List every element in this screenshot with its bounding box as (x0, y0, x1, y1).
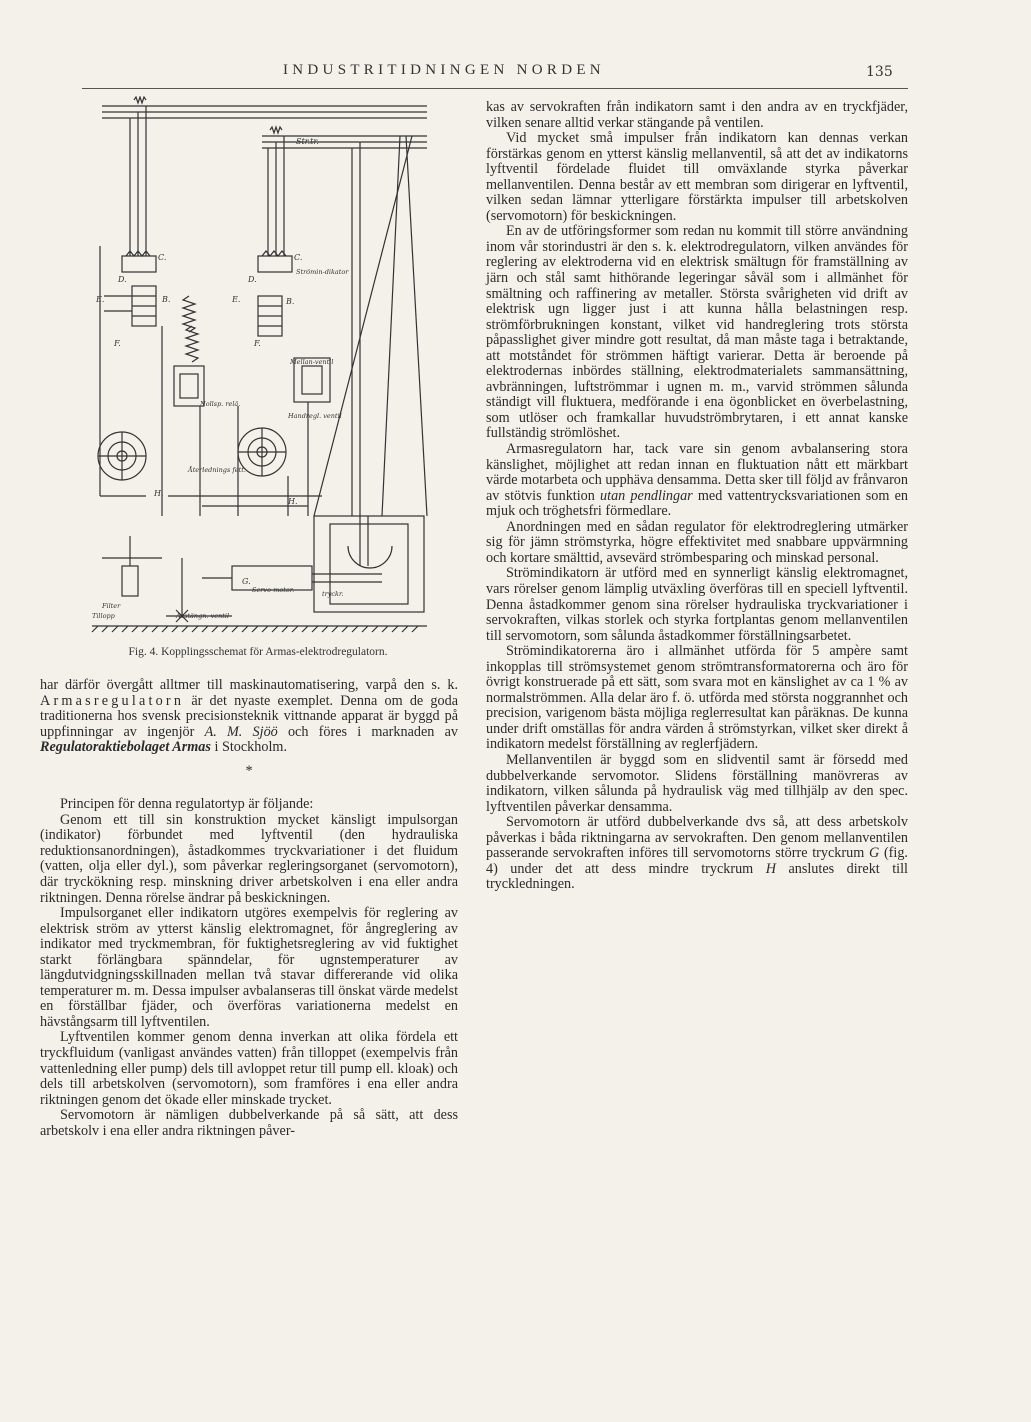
label-servomotor: Servo-motor. (252, 586, 295, 594)
paragraph: Genom ett till sin konstruktion mycket känsligt impulsorgan (indikator) förbundet med lyftventil (den hydrauliska reduktionsanordningen), åstadkommes tryckvariationer i det fluidum (vatten, olja eller dyl.), som påverkar regleringsorganet (servomotorn), där tryckökning resp. minskning driver arbetskolven i ena eller andra riktningen. Denna rörelse ändrar på beskickningen. (40, 811, 458, 906)
paragraph: Armasregulatorn har, tack vare sin genom avbalansering stora känslighet, möjlighet att redan innan en fluktuation nått ett märkbart värde motarbeta och upphäva densamma. Detta sker till följd av frånvaron av stötvis funktion utan pendlingar med vattentrycksvariationen som en mjuk och tröghetsfri förmedlare. (486, 441, 908, 520)
label-avstangn-ventil: Avstängn. ventil (176, 612, 230, 620)
label-atledningsfett: Återlednings fett. (188, 466, 246, 474)
label-str-tr: Str.tr. (296, 137, 319, 146)
label-d-right: D. (248, 275, 257, 284)
paragraph: Anordningen med en sådan regulator för elektrodreglering utmärker sig för jämn strömstyrka, högre effektivitet med snabbare uppvärmning och kortare smälttid, avsevärd strömbesparing och minskad personal. (486, 518, 908, 566)
label-h-right: H. (288, 497, 298, 506)
running-header (0, 62, 1031, 82)
label-strom-indikator: Strömin-dikator (296, 268, 349, 276)
label-c-left: C. (158, 253, 167, 262)
label-d-left: D. (118, 275, 127, 284)
label-f-left: F. (114, 339, 121, 348)
label-e-left: E. (96, 295, 105, 304)
paragraph: En av de utföringsformer som redan nu kommit till större användning inom vår storindustri är den s. k. elektrodregulatorn, vilken användes för reglering av elektroderna vid en elektrisk smältugn för framställning av järn och stål samt hithörande legeringar såväl som i allmänhet för smältning och raffinering av metaller. Största svårigheten vid drift av elektrisk ugn ligger just i att kunna hålla belastningen resp. strömförbrukningen konstant, vilket vid handreglering trots största påpasslighet giver mindre gott resultat, då man måste taga i betraktande, att motståndet för strömmen häftigt varierar. Detta är beroende på elektrodernas inbördes ställning, elektrodmaterialets sammansättning, avbränningen, luftströmmar i ugnen m. m., varvid strömmen sålunda ständigt vill fluktuera, medförande i ena ögonblicket en överbelastning, som utlöser och framkallar huvudströmbrytaren, i ett annat kanske fullständig strömlöshet. (486, 223, 908, 442)
schematic-figure (82, 96, 434, 644)
label-filter: Filter (102, 602, 121, 610)
paragraph: Principen för denna regulatortyp är följande: (60, 796, 314, 813)
figure-caption: Fig. 4. Kopplingsschemat för Armas-elektrodregulatorn. (128, 646, 388, 658)
label-b-left: B. (162, 295, 171, 304)
label-c-right: C. (294, 253, 303, 262)
label-nollsp-rele: Nollsp. relä. (200, 400, 241, 408)
label-handregl-ventil: Handregl. ventil (288, 412, 342, 420)
right-column (486, 100, 908, 893)
section-separator: * (245, 762, 253, 779)
paragraph: Lyftventilen kommer genom denna inverkan att olika fördela ett tryckfluidum (vanligast användes vatten) från tilloppet (exempelvis från vattenledning eller pump) dels till avloppet retur till pump ell. kloak) och dels till arbetskolven (servomotorn), som framföres i ena eller andra riktningen genom det ökade eller minskade trycket. (40, 1029, 458, 1108)
paragraph: Impulsorganet eller indikatorn utgöres exempelvis för reglering av elektrisk ström av ytterst känslig elektromagnet, för ångreglering av indikator med tryckmembran, för fuktighetsreglering av vid fuktighet starkt förlängbara spänndelar, för ugnstemperaturer av längdutvidgningsskillnaden mellan två stavar differerande vid olika temperaturer m. m. Dessa impulser avbalanseras till önskat värde medelst en förställbar fjäder, och överföras variationerna medelst en hävstångsarm till lyftventilen. (40, 905, 459, 1030)
paragraph: kas av servokraften från indikatorn samt i den andra av en tryckfjäder, vilken senare alltid verkar stängande på ventilen. (486, 99, 908, 131)
regulator-schematic-drawing (82, 96, 434, 644)
header-rule (82, 88, 908, 89)
page-number: 135 (866, 64, 893, 80)
label-e-right: E. (232, 295, 241, 304)
paragraph: Vid mycket små impulser från indikatorn kan dennas verkan förstärkas genom en ytterst känslig mellanventil, så att det av indikatorns lyftventil fördelade fluidet till omväxlande styrka påverkar mellanventilen. Denna består av ett membran som dirigerar en lyftventil, vilken sedan lämnar ytterligare förstärkta impulser till arbetskolven (servomotorn) för beskickningen. (486, 130, 908, 224)
label-h-left: H. (154, 489, 164, 498)
label-f-right: F. (254, 339, 261, 348)
label-b-right: B. (286, 297, 295, 306)
paragraph: Strömindikatorn är utförd med en synnerligt känslig elektromagnet, vars rörelser genom lämplig utväxling överföras till en speciell lyftventil. Denna åstadkommer genom sina rörelser hydrauliska tryckvariationer i servokraften, vilkas storlek och styrka fortplantas genom mellanventilen till servomotorn, som sålunda åstadkommer förställningsarbetet. (486, 565, 908, 644)
label-tillopp: Tillopp (92, 612, 115, 620)
journal-title: INDUSTRITIDNINGEN NORDEN (283, 62, 605, 78)
paragraph: Servomotorn är utförd dubbelverkande dvs så, att dess arbetskolv påverkas i båda riktningarna av servokraften. Den genom mellanventilen passerande servokraften införes till servomotorns större tryckrum G (fig. 4) under det att dess mindre tryckrum H anslutes direkt till tryckledningen. (486, 814, 908, 893)
paragraph: har därför övergått alltmer till maskinautomatisering, varpå den s. k. Armasregulatorn är det nyaste exemplet. Denna om de goda traditionerna hos svensk precisionsteknik vittnande apparat är byggd på uppfinningar av ingenjör A. M. Sjöö och föres i marknaden av Regulatoraktiebolaget Armas i Stockholm. (40, 677, 458, 756)
left-column (40, 678, 458, 1139)
label-tryckr: tryckr. (322, 590, 344, 598)
paragraph: Strömindikatorerna äro i allmänhet utförda för 5 ampère samt inkopplas till strömsystemet genom strömtransformatorerna och äro för övrigt konstruerade på ett sätt, som svara mot en känslighet av ca 1 % av normalströmmen. Alla delar äro f. ö. utförda med största noggrannhet och precision, varigenom bästa möjliga reglerresultat kan påräknas. De kunna under drift omställas för andra värden å strömstyrkan, vilket sker direkt å indikatorn medelst förställning av reglerfjädern. (486, 643, 908, 753)
label-mellanventil: Mellan-ventil (290, 358, 334, 366)
label-g: G. (242, 577, 251, 586)
paragraph: Servomotorn är nämligen dubbelverkande på så sätt, att dess arbetskolv i ena eller andra riktningen påver- (40, 1107, 458, 1139)
paragraph: Mellanventilen är byggd som en slidventil samt är försedd med dubbelverkande servomotor. Slidens förställning manövreras av indikatorn, vilken sålunda på hydraulisk väg med tillhjälp av den spec. lyftventilen påverkar densamma. (486, 751, 908, 815)
